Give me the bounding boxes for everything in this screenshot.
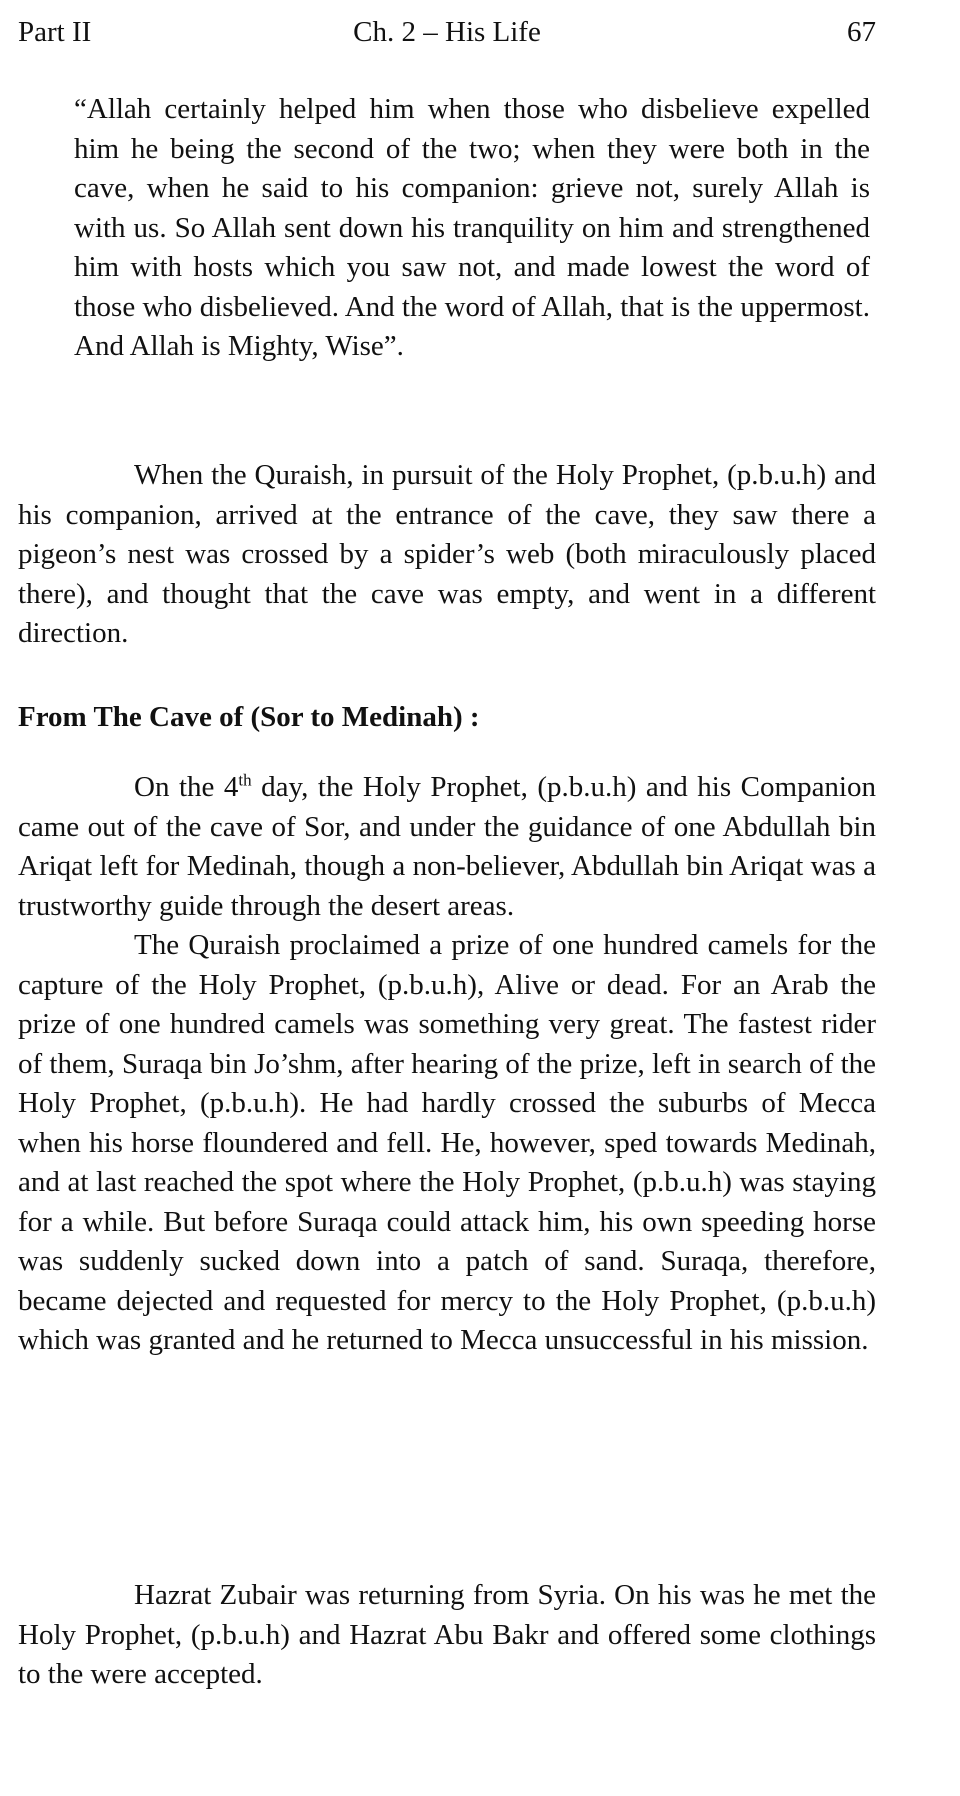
chapter-title: Ch. 2 – His Life [353,16,541,48]
paragraph-journey-group [18,768,876,1361]
quran-quote: “Allah certainly helped him when those who disbelieve expelled him he being the second of the two; when they were both in the cave, when he said to his companion: grieve not, surely Allah is with us. So Allah sent down his tranquility on him and strengthened him with hosts which you saw not, and made lowest the word of those who disbelieved. And the word of Allah, that is the uppermost. And Allah is Mighty, Wise”. [74,93,870,362]
page-header [18,12,876,52]
ordinal-superscript: th [238,770,252,790]
paragraph-quraish-pursuit: When the Quraish, in pursuit of the Holy Prophet, (p.b.u.h) and his companion, arrived at the entrance of the cave, they saw there a pigeon’s nest was crossed by a spider’s web (both miraculously placed there), and thought that the cave was empty, and went in a different direction. [18,459,876,649]
fourth-day-start: On the 4 [134,771,239,803]
part-label: Part II [18,16,92,48]
fourth-day-rest: day, the Holy Prophet, (p.b.u.h) and his Companion came out of the cave of Sor, and under the guidance of one Abdullah bin Ariqat left for Medinah, though a non-believer, Abdullah bin Ariqat was a trustworthy guide through the desert areas. [18,771,876,922]
page-number: 67 [847,16,876,48]
paragraph-hazrat-zubair: Hazrat Zubair was returning from Syria. On his was he met the Holy Prophet, (p.b.u.h) and Hazrat Abu Bakr and offered some clothings to the were accepted. [18,1579,876,1690]
paragraph-fourth-day [18,768,876,926]
section-heading: From The Cave of (Sor to Medinah) : [18,701,480,733]
paragraph-prize-suraqa: The Quraish proclaimed a prize of one hundred camels for the capture of the Holy Prophet, (p.b.u.h), Alive or dead. For an Arab the prize of one hundred camels was something very great. The fastest rider of them, Suraqa bin Jo’shm, after hearing of the prize, left in search of the Holy Prophet, (p.b.u.h). He had hardly crossed the suburbs of Mecca when his horse floundered and fell. He, however, sped towards Medinah, and at last reached the spot where the Holy Prophet, (p.b.u.h) was staying for a while. But before Suraqa could attack him, his own speeding horse was suddenly sucked down into a patch of sand. Suraqa, therefore, became dejected and requested for mercy to the Holy Prophet, (p.b.u.h) which was granted and he returned to Mecca unsuccessful in his mission. [18,929,876,1356]
